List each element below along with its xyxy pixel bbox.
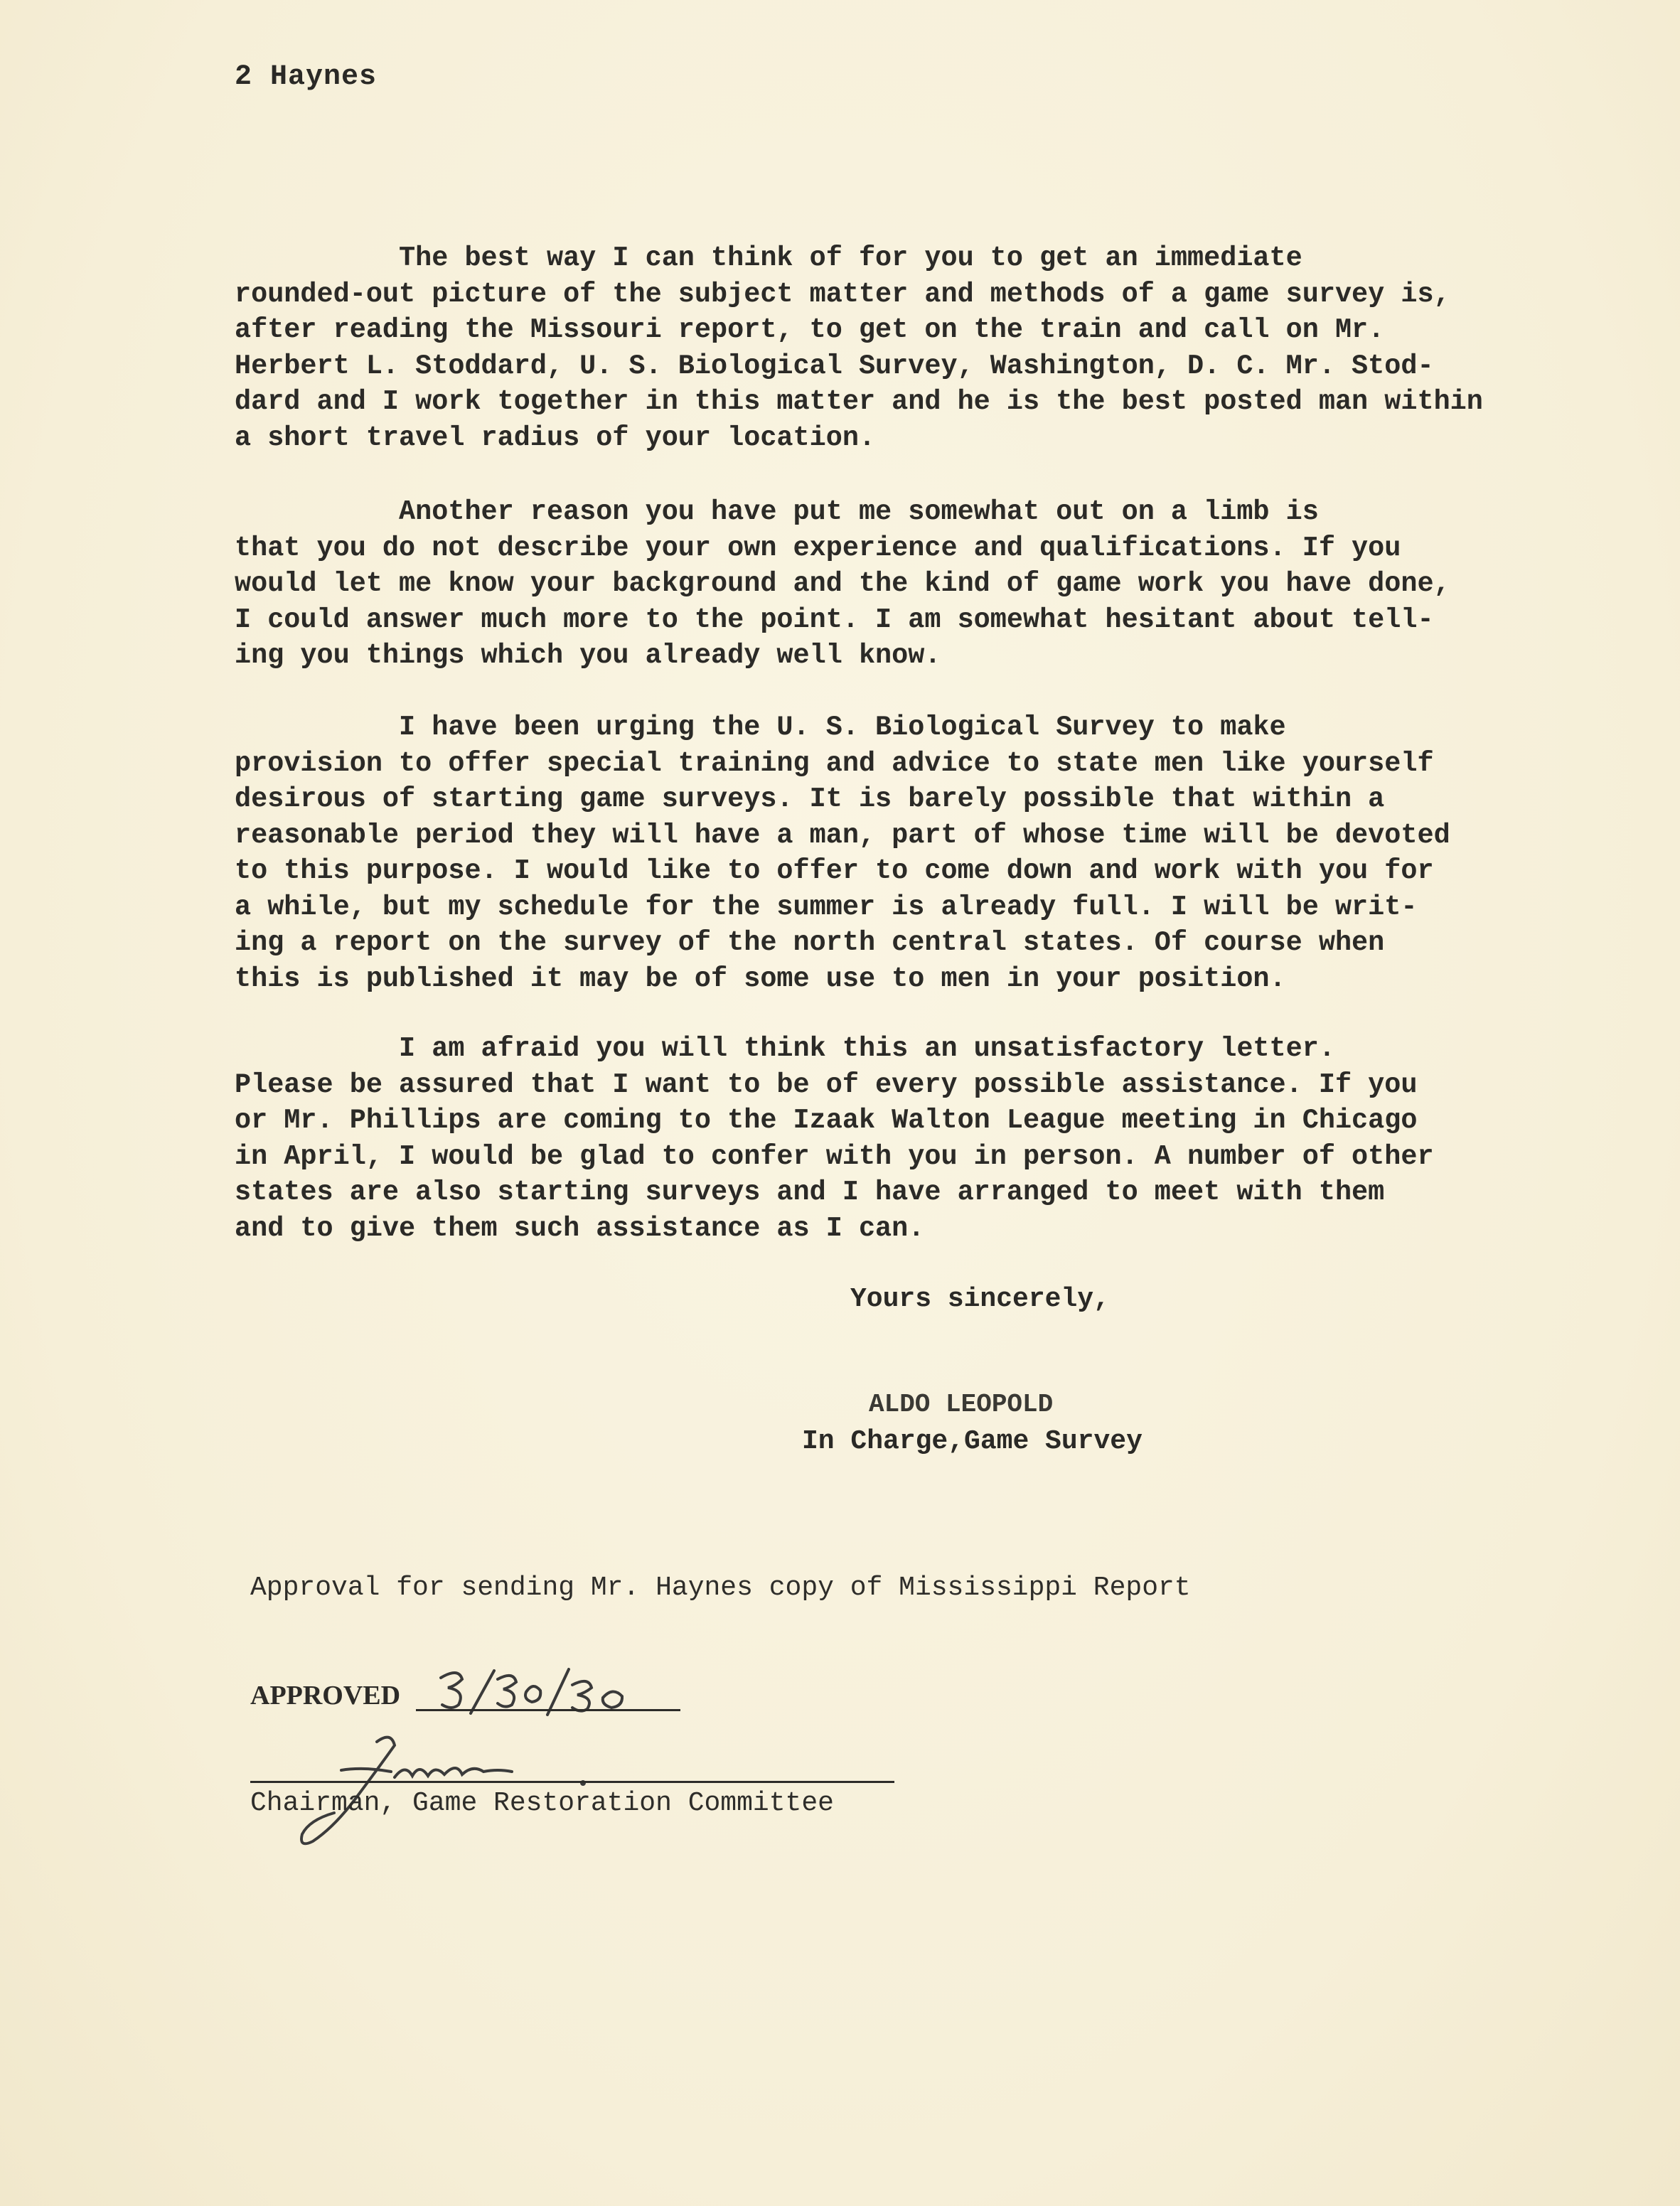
chairman-label: Chairman, Game Restoration Committee [250, 1788, 834, 1819]
paragraph-3 [235, 710, 1585, 997]
paragraph-line: ing a report on the survey of the north central states. Of course when [235, 927, 1385, 958]
paragraph-line: a while, but my schedule for the summer is already full. I will be writ- [235, 891, 1418, 923]
paragraph-line: Please be assured that I want to be of every possible assistance. If you [235, 1069, 1418, 1101]
paragraph-line: Herbert L. Stoddard, U. S. Biological Survey, Washington, D. C. Mr. Stod- [235, 350, 1434, 382]
paragraph-line: that you do not describe your own experience and qualifications. If you [235, 532, 1401, 564]
paragraph-2 [235, 494, 1585, 674]
paragraph-line: to this purpose. I would like to offer to come down and work with you for [235, 855, 1434, 887]
signer-name: ALDO LEOPOLD [869, 1390, 1054, 1419]
paragraph-line: a short travel radius of your location. [235, 422, 876, 454]
approval-note: Approval for sending Mr. Haynes copy of Mississippi Report [250, 1573, 1191, 1603]
paragraph-line: desirous of starting game surveys. It is barely possible that within a [235, 783, 1385, 815]
paragraph-line: provision to offer special training and advice to state men like yourself [235, 747, 1434, 779]
paragraph-line: dard and I work together in this matter and he is the best posted man within [235, 386, 1483, 417]
paragraph-line: or Mr. Phillips are coming to the Izaak Walton League meeting in Chicago [235, 1105, 1418, 1136]
closing-salutation: Yours sincerely, [850, 1284, 1110, 1315]
paragraph-line: and to give them such assistance as I can. [235, 1212, 925, 1244]
paragraph-1 [235, 240, 1585, 456]
paragraph-line: this is published it may be of some use to men in your position. [235, 963, 1286, 995]
paragraph-line: states are also starting surveys and I have arranged to meet with them [235, 1177, 1385, 1208]
paragraph-line: in April, I would be glad to confer with you in person. A number of other [235, 1140, 1434, 1172]
approved-label: APPROVED [250, 1681, 401, 1710]
paragraph-line: ing you things which you already well know. [235, 640, 941, 671]
paragraph-line: The best way I can think of for you to get an immediate [235, 242, 1302, 274]
paragraph-line: I have been urging the U. S. Biological Survey to make [235, 712, 1286, 743]
paragraph-line: Another reason you have put me somewhat out on a limb is [235, 496, 1319, 528]
paragraph-line: after reading the Missouri report, to get on the train and call on Mr. [235, 314, 1385, 346]
chairman-signature-line [250, 1781, 894, 1783]
approved-signature-line [416, 1709, 680, 1711]
signer-title: In Charge,Game Survey [802, 1426, 1143, 1457]
paragraph-line: I am afraid you will think this an unsatisfactory letter. [235, 1033, 1335, 1064]
handwritten-date [427, 1664, 683, 1720]
paragraph-line: rounded-out picture of the subject matter and methods of a game survey is, [235, 278, 1450, 310]
paragraph-4 [235, 1031, 1585, 1246]
paragraph-line: would let me know your background and the kind of game work you have done, [235, 568, 1450, 599]
paragraph-line: reasonable period they will have a man, part of whose time will be devoted [235, 819, 1450, 851]
page-header: 2 Haynes [235, 61, 378, 93]
paragraph-line: I could answer much more to the point. I am somewhat hesitant about tell- [235, 604, 1434, 636]
